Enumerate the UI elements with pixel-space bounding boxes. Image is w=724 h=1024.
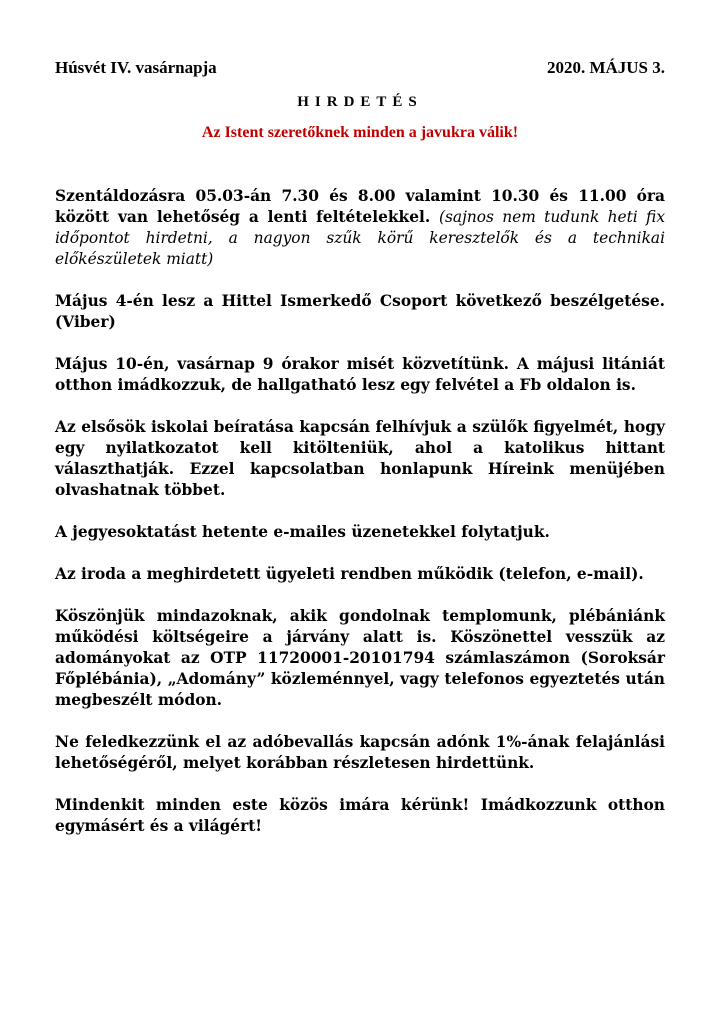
announcement-text: Ne feledkezzünk el az adóbevallás kapcsán adónk 1%-ának felajánlási lehetőségéről, melyet korábban részletesen hirdettünk. (55, 733, 665, 772)
announcement-text: Mindenkit minden este közös imára kérünk! Imádkozzunk otthon egymásért és a világért! (55, 796, 665, 835)
announcement-paragraph (55, 291, 665, 333)
header-date: 2020. MÁJUS 3. (546, 58, 665, 77)
announcement-text: Köszönjük mindazoknak, akik gondolnak templomunk, plébániánk működési költségeire a járvány alatt is. Köszönettel vesszük az adományokat az OTP 11720001-20101794 számlaszámon (Soroksár Főplébánia), „Adomány” közleménnyel, vagy telefonos egyeztetés után megbeszélt módon. (55, 607, 665, 709)
announcement-paragraph (55, 795, 665, 837)
document-page (55, 0, 665, 1024)
announcement-paragraph (55, 522, 665, 543)
announcement-text: Május 4-én lesz a Hittel Ismerkedő Csoport következő beszélgetése. (Viber) (55, 292, 665, 331)
header-occasion: Húsvét IV. vasárnapja (55, 58, 217, 77)
announcement-paragraph (55, 732, 665, 774)
announcement-paragraph (55, 606, 665, 711)
announcement-text: Az elsősök iskolai beíratása kapcsán felhívjuk a szülők figyelmét, hogy egy nyilatkozatot kell kitölteniük, ahol a katolikus hittant választhatják. Ezzel kapcsolatban honlapunk Híreink menüjében olvashatnak többet. (55, 418, 665, 499)
announcement-paragraph (55, 186, 665, 270)
announcement-paragraph (55, 417, 665, 501)
announcement-paragraph (55, 564, 665, 585)
document-subtitle: Az Istent szeretőknek minden a javukra válik! (201, 124, 519, 141)
announcement-text: Szentáldozásra 05.03-án 7.30 és 8.00 valamint 10.30 és 11.00 óra között van lehetőség a lenti feltételekkel. (55, 187, 665, 226)
announcement-text: Az iroda a meghirdetett ügyeleti rendben működik (telefon, e-mail). (55, 565, 644, 583)
announcement-paragraph (55, 354, 665, 396)
announcements-body (55, 186, 665, 858)
announcement-note: (sajnos nem tudunk heti fix időpontot hirdetni, a nagyon szűk körű keresztelők és a technikai előkészületek miatt) (55, 208, 666, 268)
announcement-text: Május 10-én, vasárnap 9 órakor misét közvetítünk. A májusi litániát otthon imádkozzuk, de hallgatható lesz egy felvétel a Fb oldalon is. (55, 355, 665, 394)
document-title: HIRDETÉS (297, 94, 423, 110)
announcement-text: A jegyesoktatást hetente e-mailes üzenetekkel folytatjuk. (55, 523, 550, 541)
